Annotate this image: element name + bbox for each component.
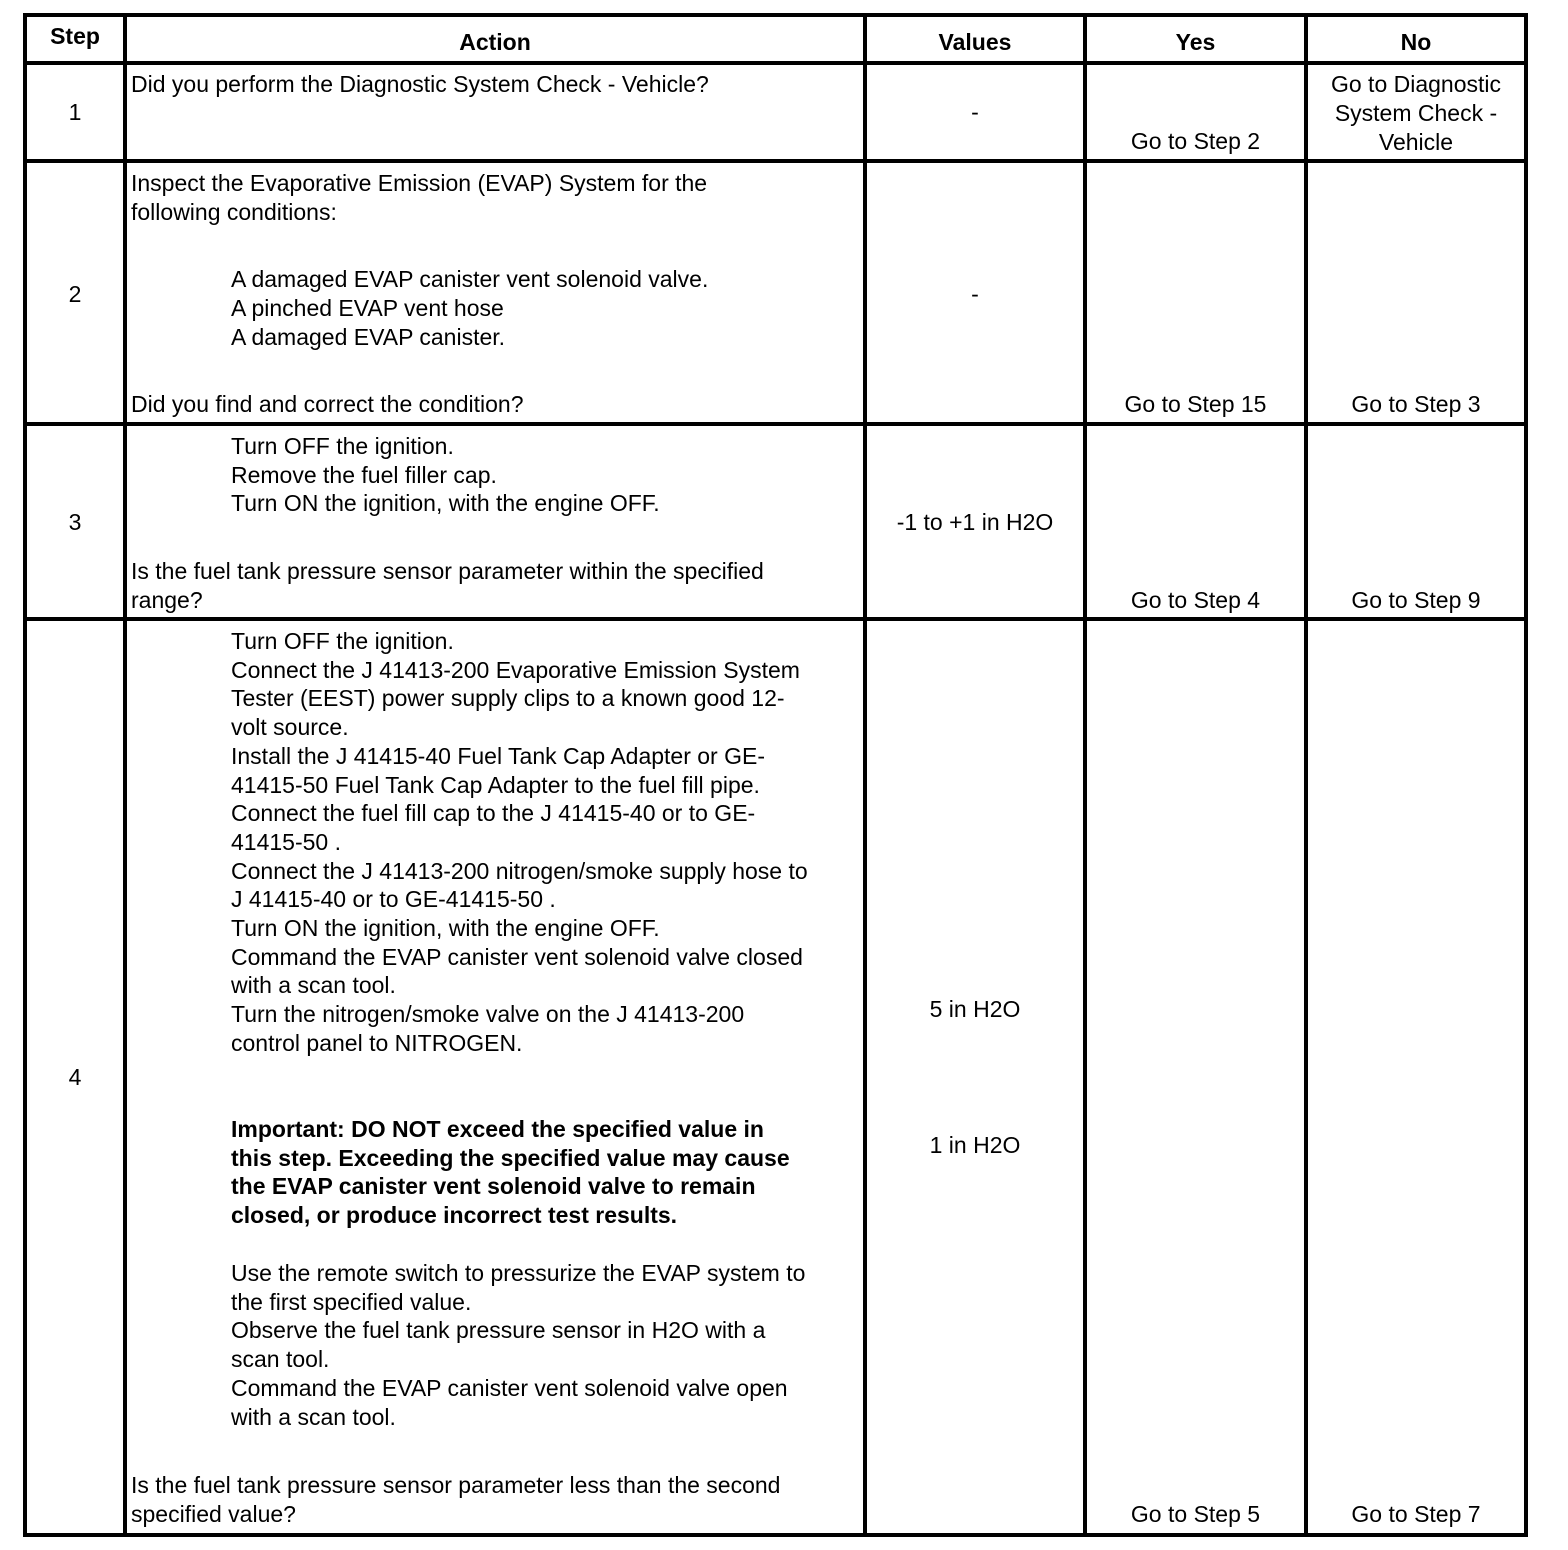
no-action-line: System Check - [1334,100,1498,126]
yes-action: Go to Step 5 [1130,1501,1261,1527]
no-action: Go to Step 9 [1351,587,1481,613]
action-line: the first specified value. [231,1288,472,1315]
yes-action: Go to Step 15 [1124,391,1267,417]
important-note-line: this step. Exceeding the specified value may cause [231,1144,790,1171]
action-line: Connect the fuel fill cap to the J 41415-40 or to GE- [231,800,756,827]
action-line: volt source. [231,714,349,741]
action-line: Turn OFF the ignition. [231,628,454,654]
header-no: No [1400,29,1432,55]
action-line: Tester (EEST) power supply clips to a known good 12- [231,685,785,712]
action-line: Install the J 41415-40 Fuel Tank Cap Adapter or GE- [231,742,765,769]
yes-action: Go to Step 4 [1130,587,1261,613]
important-note-line: Important: DO NOT exceed the specified value in [231,1116,764,1142]
action-line: following conditions: [131,199,337,225]
value-text-second: 1 in H2O [929,1132,1021,1158]
action-list-item: A pinched EVAP vent hose [231,295,504,321]
yes-action: Go to Step 2 [1130,128,1261,154]
action-line: Command the EVAP canister vent solenoid valve closed [231,943,803,970]
action-line: Use the remote switch to pressurize the EVAP system to [231,1260,806,1286]
no-action-line: Vehicle [1378,129,1454,155]
action-line: with a scan tool. [231,1403,396,1430]
action-line: Inspect the Evaporative Emission (EVAP) System for the [131,170,708,196]
action-line: Turn the nitrogen/smoke valve on the J 41413-200 [231,1001,745,1028]
action-question-line: Is the fuel tank pressure sensor parameter within the specified [131,558,764,584]
action-line: Connect the J 41413-200 Evaporative Emission System [231,656,800,683]
action-line: Command the EVAP canister vent solenoid valve open [231,1374,788,1401]
step-number: 2 [68,281,82,307]
action-line: scan tool. [231,1346,330,1373]
header-yes: Yes [1175,29,1216,55]
header-action: Action [459,29,531,55]
action-list-item: A damaged EVAP canister. [231,324,506,350]
step-number: 3 [68,509,82,535]
value-text: -1 to +1 in H2O [896,509,1054,535]
action-list-item: Remove the fuel filler cap. [231,462,497,488]
value-text: - [971,281,979,307]
value-text-first: 5 in H2O [929,996,1021,1022]
action-line: J 41415-40 or to GE-41415-50 . [231,886,556,913]
value-text: - [971,99,979,125]
action-list-item: A damaged EVAP canister vent solenoid valve. [231,266,709,292]
no-action: Go to Step 7 [1351,1501,1481,1527]
action-line: with a scan tool. [231,972,396,999]
action-question: Did you find and correct the condition? [131,391,524,417]
action-list-item: Turn ON the ignition, with the engine OFF. [231,490,660,516]
important-note-line: the EVAP canister vent solenoid valve to remain [231,1173,756,1200]
no-action-line: Go to Diagnostic [1330,71,1502,97]
action-question-line: range? [131,587,203,613]
header-step: Step [50,23,100,49]
action-question: Did you perform the Diagnostic System Check - Vehicle? [131,71,709,97]
action-question-line: Is the fuel tank pressure sensor parameter less than the second [131,1472,781,1498]
important-note-line: closed, or produce incorrect test results. [231,1202,678,1229]
action-line: Turn ON the ignition, with the engine OFF. [231,915,660,941]
action-line: Connect the J 41413-200 nitrogen/smoke supply hose to [231,857,808,884]
action-line: control panel to NITROGEN. [231,1029,523,1056]
no-action: Go to Step 3 [1351,391,1481,417]
step-number: 1 [68,99,82,125]
action-question-line: specified value? [131,1501,296,1527]
step-number: 4 [68,1064,82,1090]
action-line: Observe the fuel tank pressure sensor in H2O with a [231,1317,766,1344]
action-line: 41415-50 . [231,828,341,855]
action-line: 41415-50 Fuel Tank Cap Adapter to the fuel fill pipe. [231,771,760,798]
header-values: Values [938,29,1012,55]
action-list-item: Turn OFF the ignition. [231,433,454,459]
